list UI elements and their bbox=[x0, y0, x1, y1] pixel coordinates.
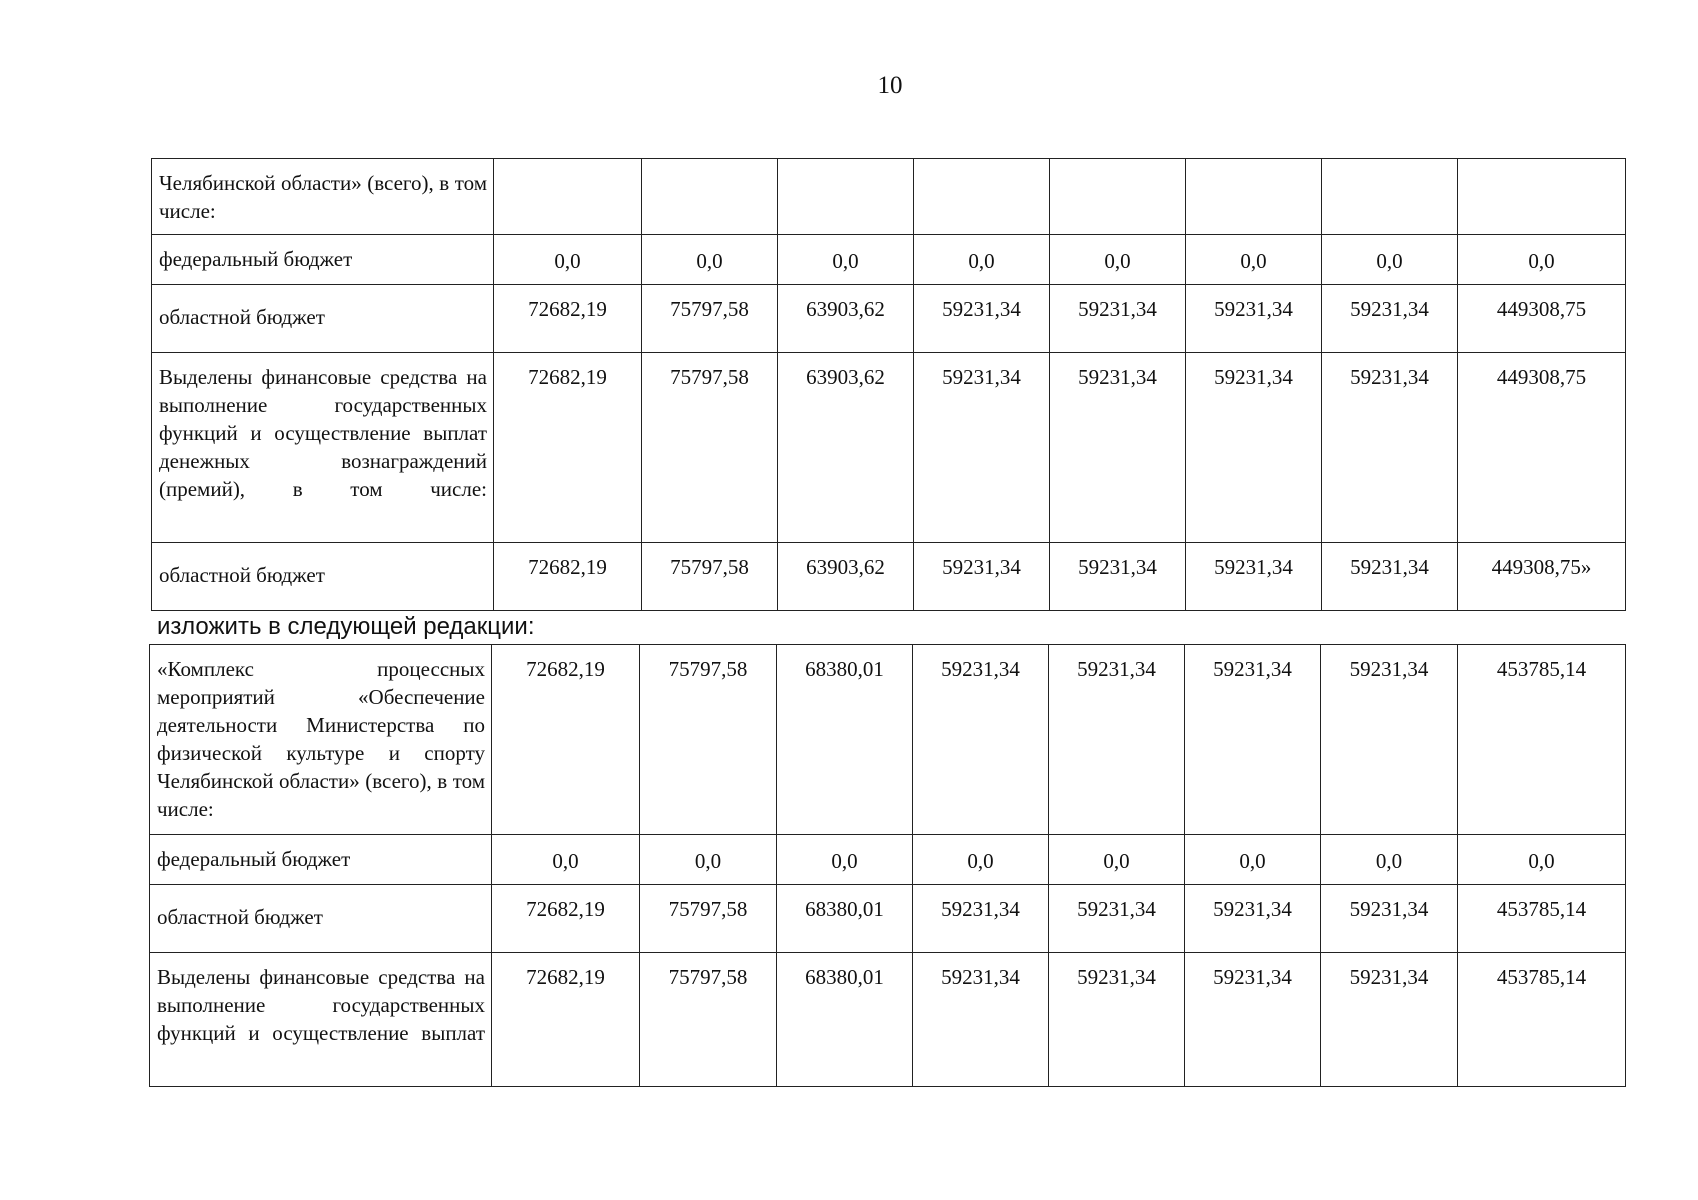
cell-value: 72682,19 bbox=[494, 543, 642, 611]
row-label: областной бюджет bbox=[150, 885, 492, 953]
row-label: областной бюджет bbox=[152, 285, 494, 353]
cell-value: 0,0 bbox=[913, 835, 1049, 885]
cell-value: 0,0 bbox=[642, 235, 778, 285]
amendment-heading: изложить в следующей редакции: bbox=[157, 613, 535, 640]
cell-value: 0,0 bbox=[1186, 235, 1322, 285]
cell-value: 63903,62 bbox=[778, 543, 914, 611]
cell-value: 72682,19 bbox=[494, 353, 642, 543]
table-row bbox=[150, 953, 1626, 1087]
cell-value: 59231,34 bbox=[1321, 953, 1458, 1087]
row-label: Выделены финансовые средства на выполнение государственных функций и осуществление выплат денежных вознаграждений (премий), в том числе: bbox=[152, 353, 494, 543]
table-row bbox=[150, 885, 1626, 953]
cell-value bbox=[642, 159, 778, 235]
cell-value: 68380,01 bbox=[777, 885, 913, 953]
cell-value: 0,0 bbox=[1049, 835, 1185, 885]
row-label: «Комплекс процессных мероприятий «Обеспечение деятельности Министерства по физической культуре и спорту Челябинской области» (всего), в том числе: bbox=[150, 645, 492, 835]
page-number: 10 bbox=[877, 72, 903, 99]
cell-value: 59231,34 bbox=[1049, 885, 1185, 953]
cell-value: 59231,34 bbox=[914, 543, 1050, 611]
row-label: Челябинской области» (всего), в том числе: bbox=[152, 159, 494, 235]
cell-value: 59231,34 bbox=[1049, 953, 1185, 1087]
cell-value: 59231,34 bbox=[913, 645, 1049, 835]
cell-value: 59231,34 bbox=[1322, 285, 1458, 353]
budget-table-new bbox=[149, 644, 1626, 1087]
cell-value: 0,0 bbox=[914, 235, 1050, 285]
cell-value: 63903,62 bbox=[778, 353, 914, 543]
cell-value: 59231,34 bbox=[913, 953, 1049, 1087]
cell-value: 0,0 bbox=[492, 835, 640, 885]
cell-value: 59231,34 bbox=[1050, 353, 1186, 543]
cell-value: 68380,01 bbox=[777, 645, 913, 835]
table-row bbox=[152, 159, 1626, 235]
cell-value: 59231,34 bbox=[1186, 285, 1322, 353]
cell-value: 59231,34 bbox=[1185, 645, 1321, 835]
cell-value: 59231,34 bbox=[1050, 543, 1186, 611]
table-row bbox=[152, 235, 1626, 285]
cell-value: 72682,19 bbox=[492, 885, 640, 953]
cell-value bbox=[914, 159, 1050, 235]
cell-value: 449308,75» bbox=[1458, 543, 1626, 611]
cell-value: 0,0 bbox=[1185, 835, 1321, 885]
cell-value: 68380,01 bbox=[777, 953, 913, 1087]
row-label: федеральный бюджет bbox=[152, 235, 494, 285]
cell-value: 0,0 bbox=[778, 235, 914, 285]
cell-value bbox=[1050, 159, 1186, 235]
cell-value: 0,0 bbox=[1458, 235, 1626, 285]
cell-value: 449308,75 bbox=[1458, 285, 1626, 353]
table-row bbox=[150, 645, 1626, 835]
cell-value: 72682,19 bbox=[492, 645, 640, 835]
cell-value: 59231,34 bbox=[1185, 885, 1321, 953]
cell-value bbox=[494, 159, 642, 235]
cell-value bbox=[1458, 159, 1626, 235]
cell-value: 59231,34 bbox=[1186, 543, 1322, 611]
cell-value bbox=[1186, 159, 1322, 235]
table-row bbox=[152, 285, 1626, 353]
table-row bbox=[152, 353, 1626, 543]
cell-value: 59231,34 bbox=[913, 885, 1049, 953]
budget-table-old bbox=[151, 158, 1626, 611]
cell-value: 59231,34 bbox=[1322, 543, 1458, 611]
cell-value: 0,0 bbox=[1322, 235, 1458, 285]
cell-value: 453785,14 bbox=[1458, 645, 1626, 835]
cell-value: 59231,34 bbox=[914, 285, 1050, 353]
cell-value bbox=[778, 159, 914, 235]
cell-value: 72682,19 bbox=[492, 953, 640, 1087]
cell-value: 75797,58 bbox=[642, 285, 778, 353]
cell-value: 72682,19 bbox=[494, 285, 642, 353]
cell-value: 453785,14 bbox=[1458, 953, 1626, 1087]
cell-value: 0,0 bbox=[640, 835, 777, 885]
row-label: федеральный бюджет bbox=[150, 835, 492, 885]
cell-value: 59231,34 bbox=[1322, 353, 1458, 543]
cell-value: 453785,14 bbox=[1458, 885, 1626, 953]
cell-value: 0,0 bbox=[1321, 835, 1458, 885]
cell-value: 59231,34 bbox=[1050, 285, 1186, 353]
cell-value bbox=[1322, 159, 1458, 235]
cell-value: 0,0 bbox=[1050, 235, 1186, 285]
cell-value: 75797,58 bbox=[642, 353, 778, 543]
cell-value: 63903,62 bbox=[778, 285, 914, 353]
cell-value: 449308,75 bbox=[1458, 353, 1626, 543]
cell-value: 75797,58 bbox=[642, 543, 778, 611]
cell-value: 59231,34 bbox=[1049, 645, 1185, 835]
cell-value: 59231,34 bbox=[1321, 885, 1458, 953]
cell-value: 75797,58 bbox=[640, 885, 777, 953]
row-label: областной бюджет bbox=[152, 543, 494, 611]
table-row bbox=[152, 543, 1626, 611]
cell-value: 59231,34 bbox=[1185, 953, 1321, 1087]
cell-value: 0,0 bbox=[777, 835, 913, 885]
cell-value: 59231,34 bbox=[1321, 645, 1458, 835]
cell-value: 75797,58 bbox=[640, 953, 777, 1087]
cell-value: 59231,34 bbox=[914, 353, 1050, 543]
table-row bbox=[150, 835, 1626, 885]
cell-value: 0,0 bbox=[494, 235, 642, 285]
cell-value: 59231,34 bbox=[1186, 353, 1322, 543]
row-label: Выделены финансовые средства на выполнение государственных функций и осуществление выплат bbox=[150, 953, 492, 1087]
cell-value: 0,0 bbox=[1458, 835, 1626, 885]
cell-value: 75797,58 bbox=[640, 645, 777, 835]
